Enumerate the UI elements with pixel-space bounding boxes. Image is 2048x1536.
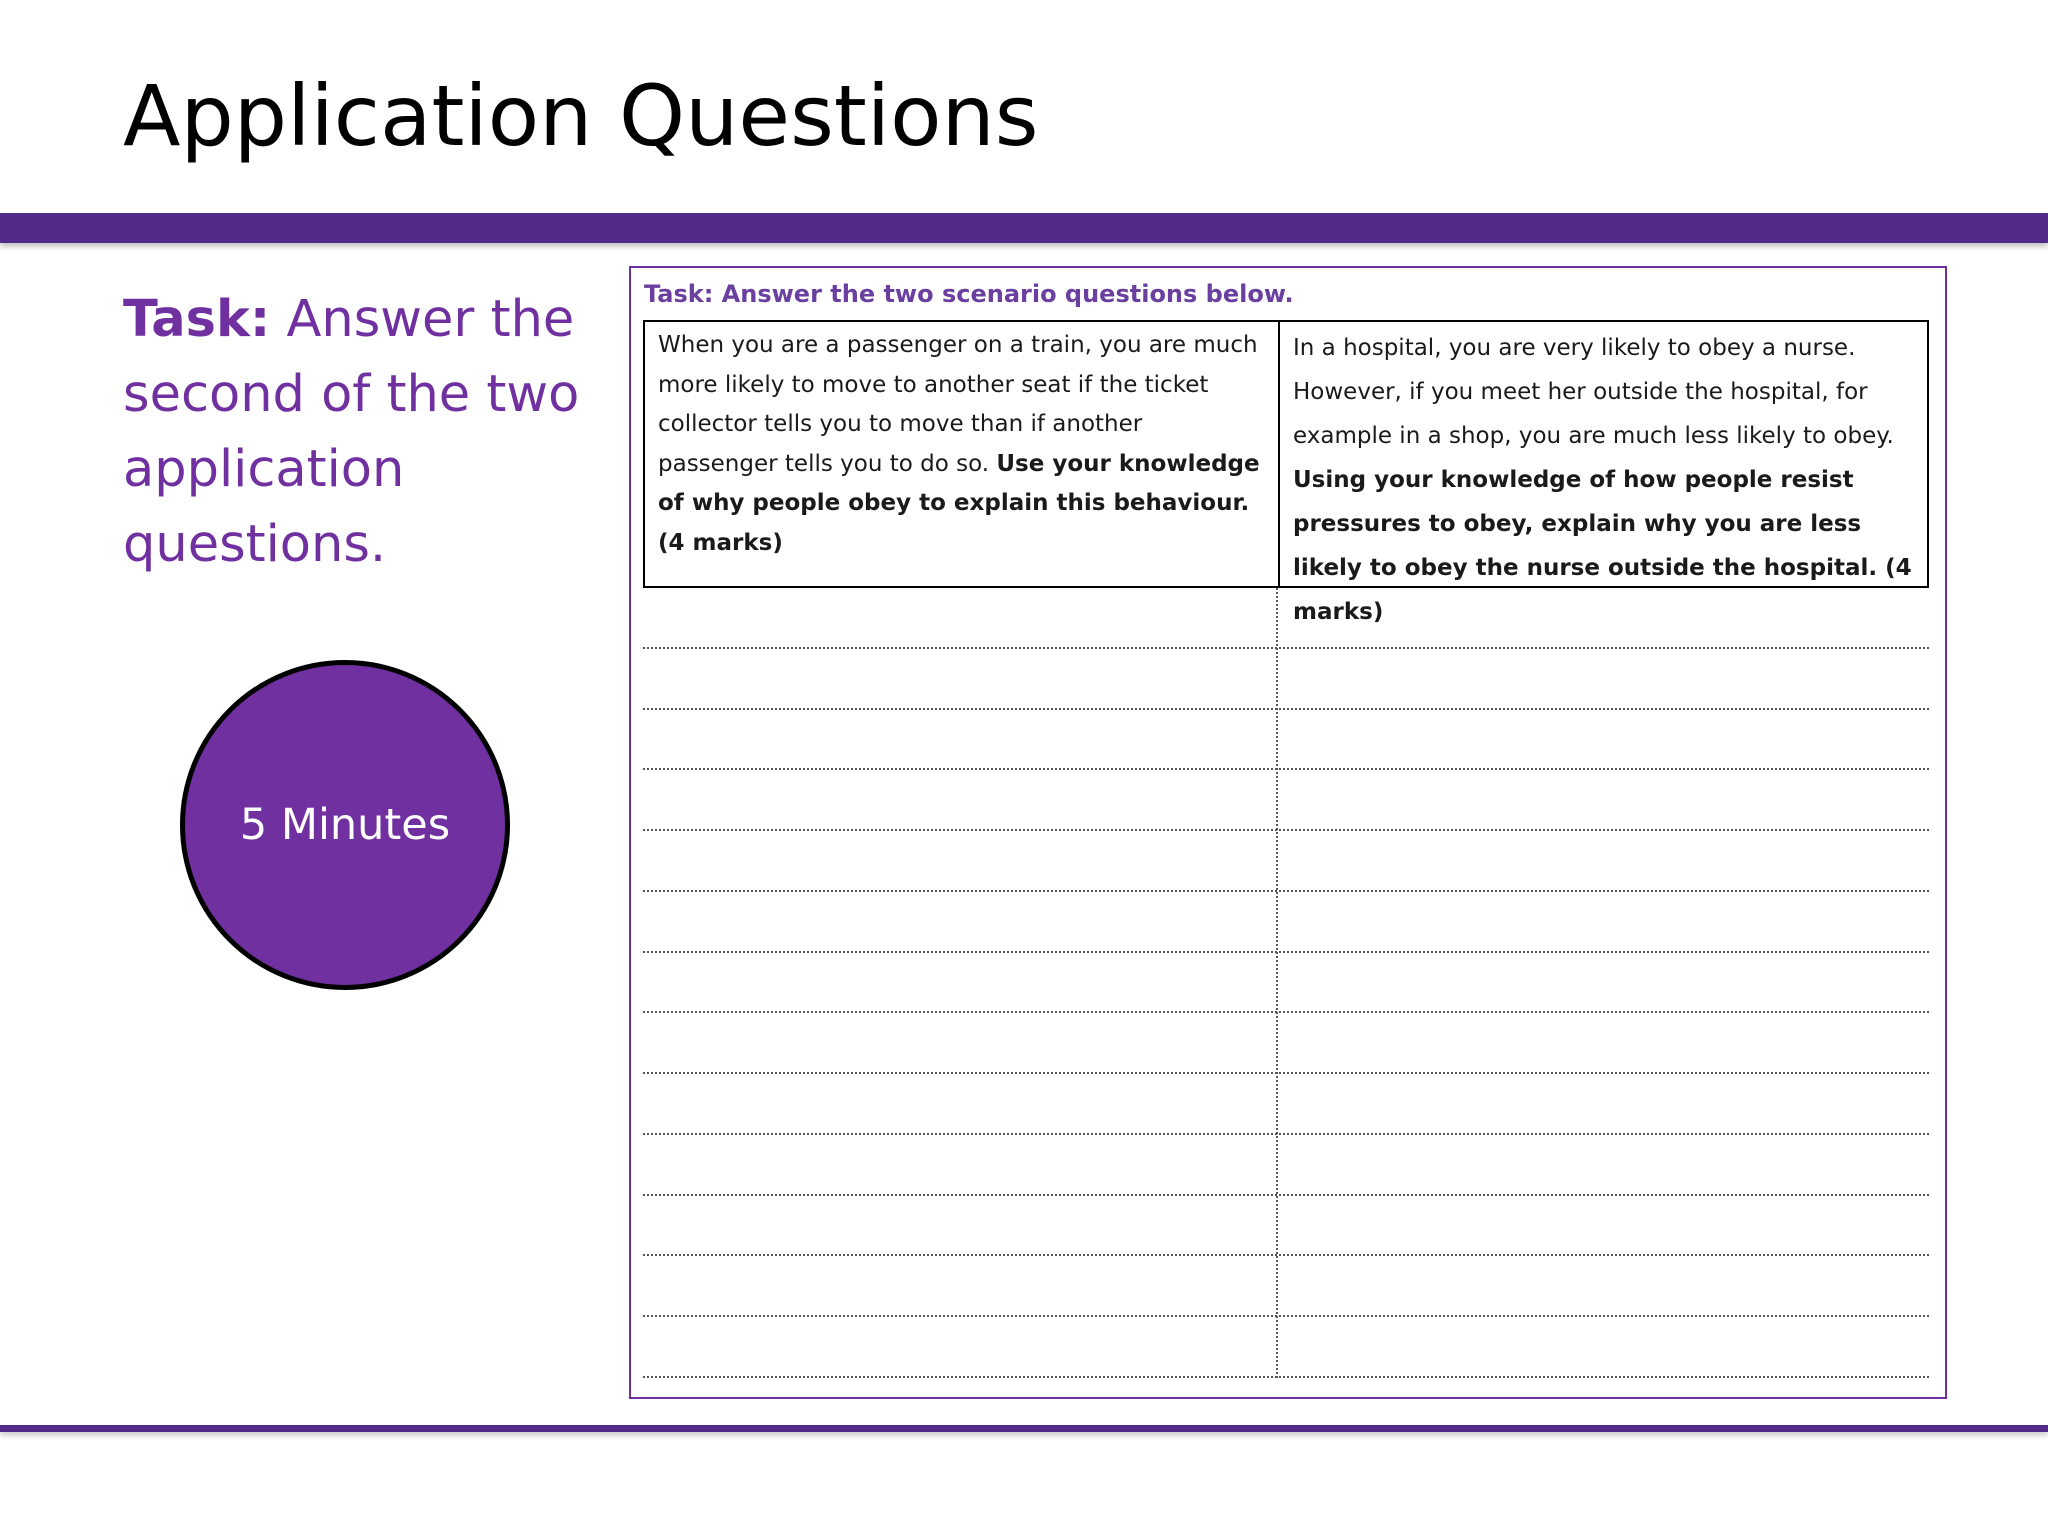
footer-divider-bar (0, 1425, 2048, 1432)
question-1-cell (645, 322, 1280, 586)
answer-line (643, 1194, 1929, 1196)
question-table (643, 320, 1929, 625)
task-description: Answer the second of the two application questions. (123, 290, 580, 574)
slide-title: Application Questions (123, 67, 1039, 165)
question-2-text: In a hospital, you are very likely to obey a nurse. However, if you meet her outside the hospital, for example in a shop, you are much less likely to obey. (1293, 335, 1894, 449)
timer-label: 5 Minutes (239, 800, 451, 850)
question-1-text: When you are a passenger on a train, you are much more likely to move to another seat if the ticket collector tells you to move than if another passenger tells you to do so. (658, 332, 1258, 477)
timer-circle (180, 660, 510, 990)
answer-line (643, 647, 1929, 649)
worksheet-header: Task: Answer the two scenario questions below. (644, 280, 1294, 308)
answer-line (643, 829, 1929, 831)
answer-line (643, 708, 1929, 710)
answer-line (643, 768, 1929, 770)
answer-line (643, 1376, 1929, 1378)
answer-column-divider (1276, 588, 1278, 1378)
answer-line (643, 951, 1929, 953)
answer-line (643, 1254, 1929, 1256)
answer-line (643, 1315, 1929, 1317)
task-label: Task: (123, 290, 271, 349)
answer-line (643, 890, 1929, 892)
answer-area (643, 588, 1929, 1378)
answer-line (643, 1133, 1929, 1135)
title-divider-bar (0, 213, 2048, 243)
answer-line (643, 1072, 1929, 1074)
question-2-instruction: Using your knowledge of how people resist pressures to obey, explain why you are less likely to obey the nurse outside the hospital. (4 marks) (1293, 467, 1912, 625)
worksheet-image (629, 266, 1947, 1399)
answer-line (643, 1011, 1929, 1013)
question-2-cell (1280, 322, 1927, 625)
question-1-instruction: Use your knowledge of why people obey to explain this behaviour. (4 marks) (658, 450, 1260, 556)
task-instruction (123, 282, 613, 582)
